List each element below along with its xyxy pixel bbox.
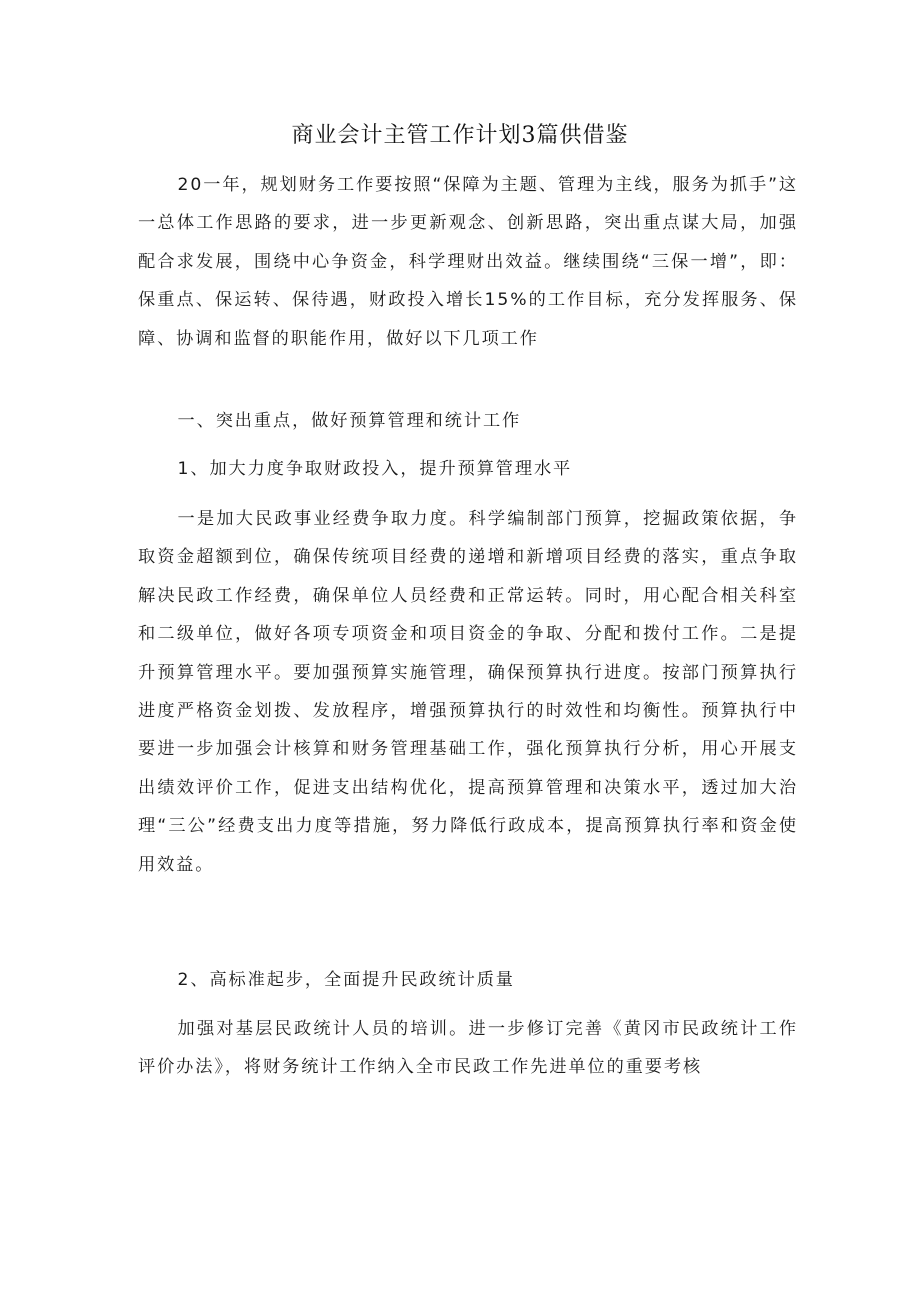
- document-title: 商业会计主管工作计划3篇供借鉴: [291, 123, 629, 148]
- subsection-heading-2: 2、高标准起步，全面提升民政统计质量: [177, 970, 515, 990]
- body-paragraph-2: 加强对基层民政统计人员的培训。进一步修订完善《黄冈市民政统计工作评价办法》，将财务统计工作纳入全市民政工作先进单位的重要考核: [138, 1019, 798, 1078]
- intro-paragraph: 20一年，规划财务工作要按照“保障为主题、管理为主线，服务为抓手”这一总体工作思路的要求，进一步更新观念、创新思路，突出重点谋大局，加强配合求发展，围绕中心争资金，科学理财出效益。继续围绕“三保一增”，即：保重点、保运转、保待遇，财政投入增长15%的工作目标，充分发挥服务、保障、协调和监督的职能作用，做好以下几项工作: [138, 175, 798, 349]
- section-heading-1: 一、突出重点，做好预算管理和统计工作: [177, 411, 522, 431]
- body-paragraph-1: 一是加大民政事业经费争取力度。科学编制部门预算，挖掘政策依据，争取资金超额到位，确保传统项目经费的递增和新增项目经费的落实，重点争取解决民政工作经费，确保单位人员经费和正常运转。同时，用心配合相关科室和二级单位，做好各项专项资金和项目资金的争取、分配和拨付工作。二是提升预算管理水平。要加强预算实施管理，确保预算执行进度。按部门预算执行进度严格资金划拨、发放程序，增强预算执行的时效性和均衡性。预算执行中要进一步加强会计核算和财务管理基础工作，强化预算执行分析，用心开展支出绩效评价工作，促进支出结构优化，提高预算管理和决策水平，透过加大治理“三公”经费支出力度等措施，努力降低行政成本，提高预算执行率和资金使用效益。: [138, 509, 798, 875]
- subsection-heading-1: 1、加大力度争取财政投入，提升预算管理水平: [177, 459, 573, 479]
